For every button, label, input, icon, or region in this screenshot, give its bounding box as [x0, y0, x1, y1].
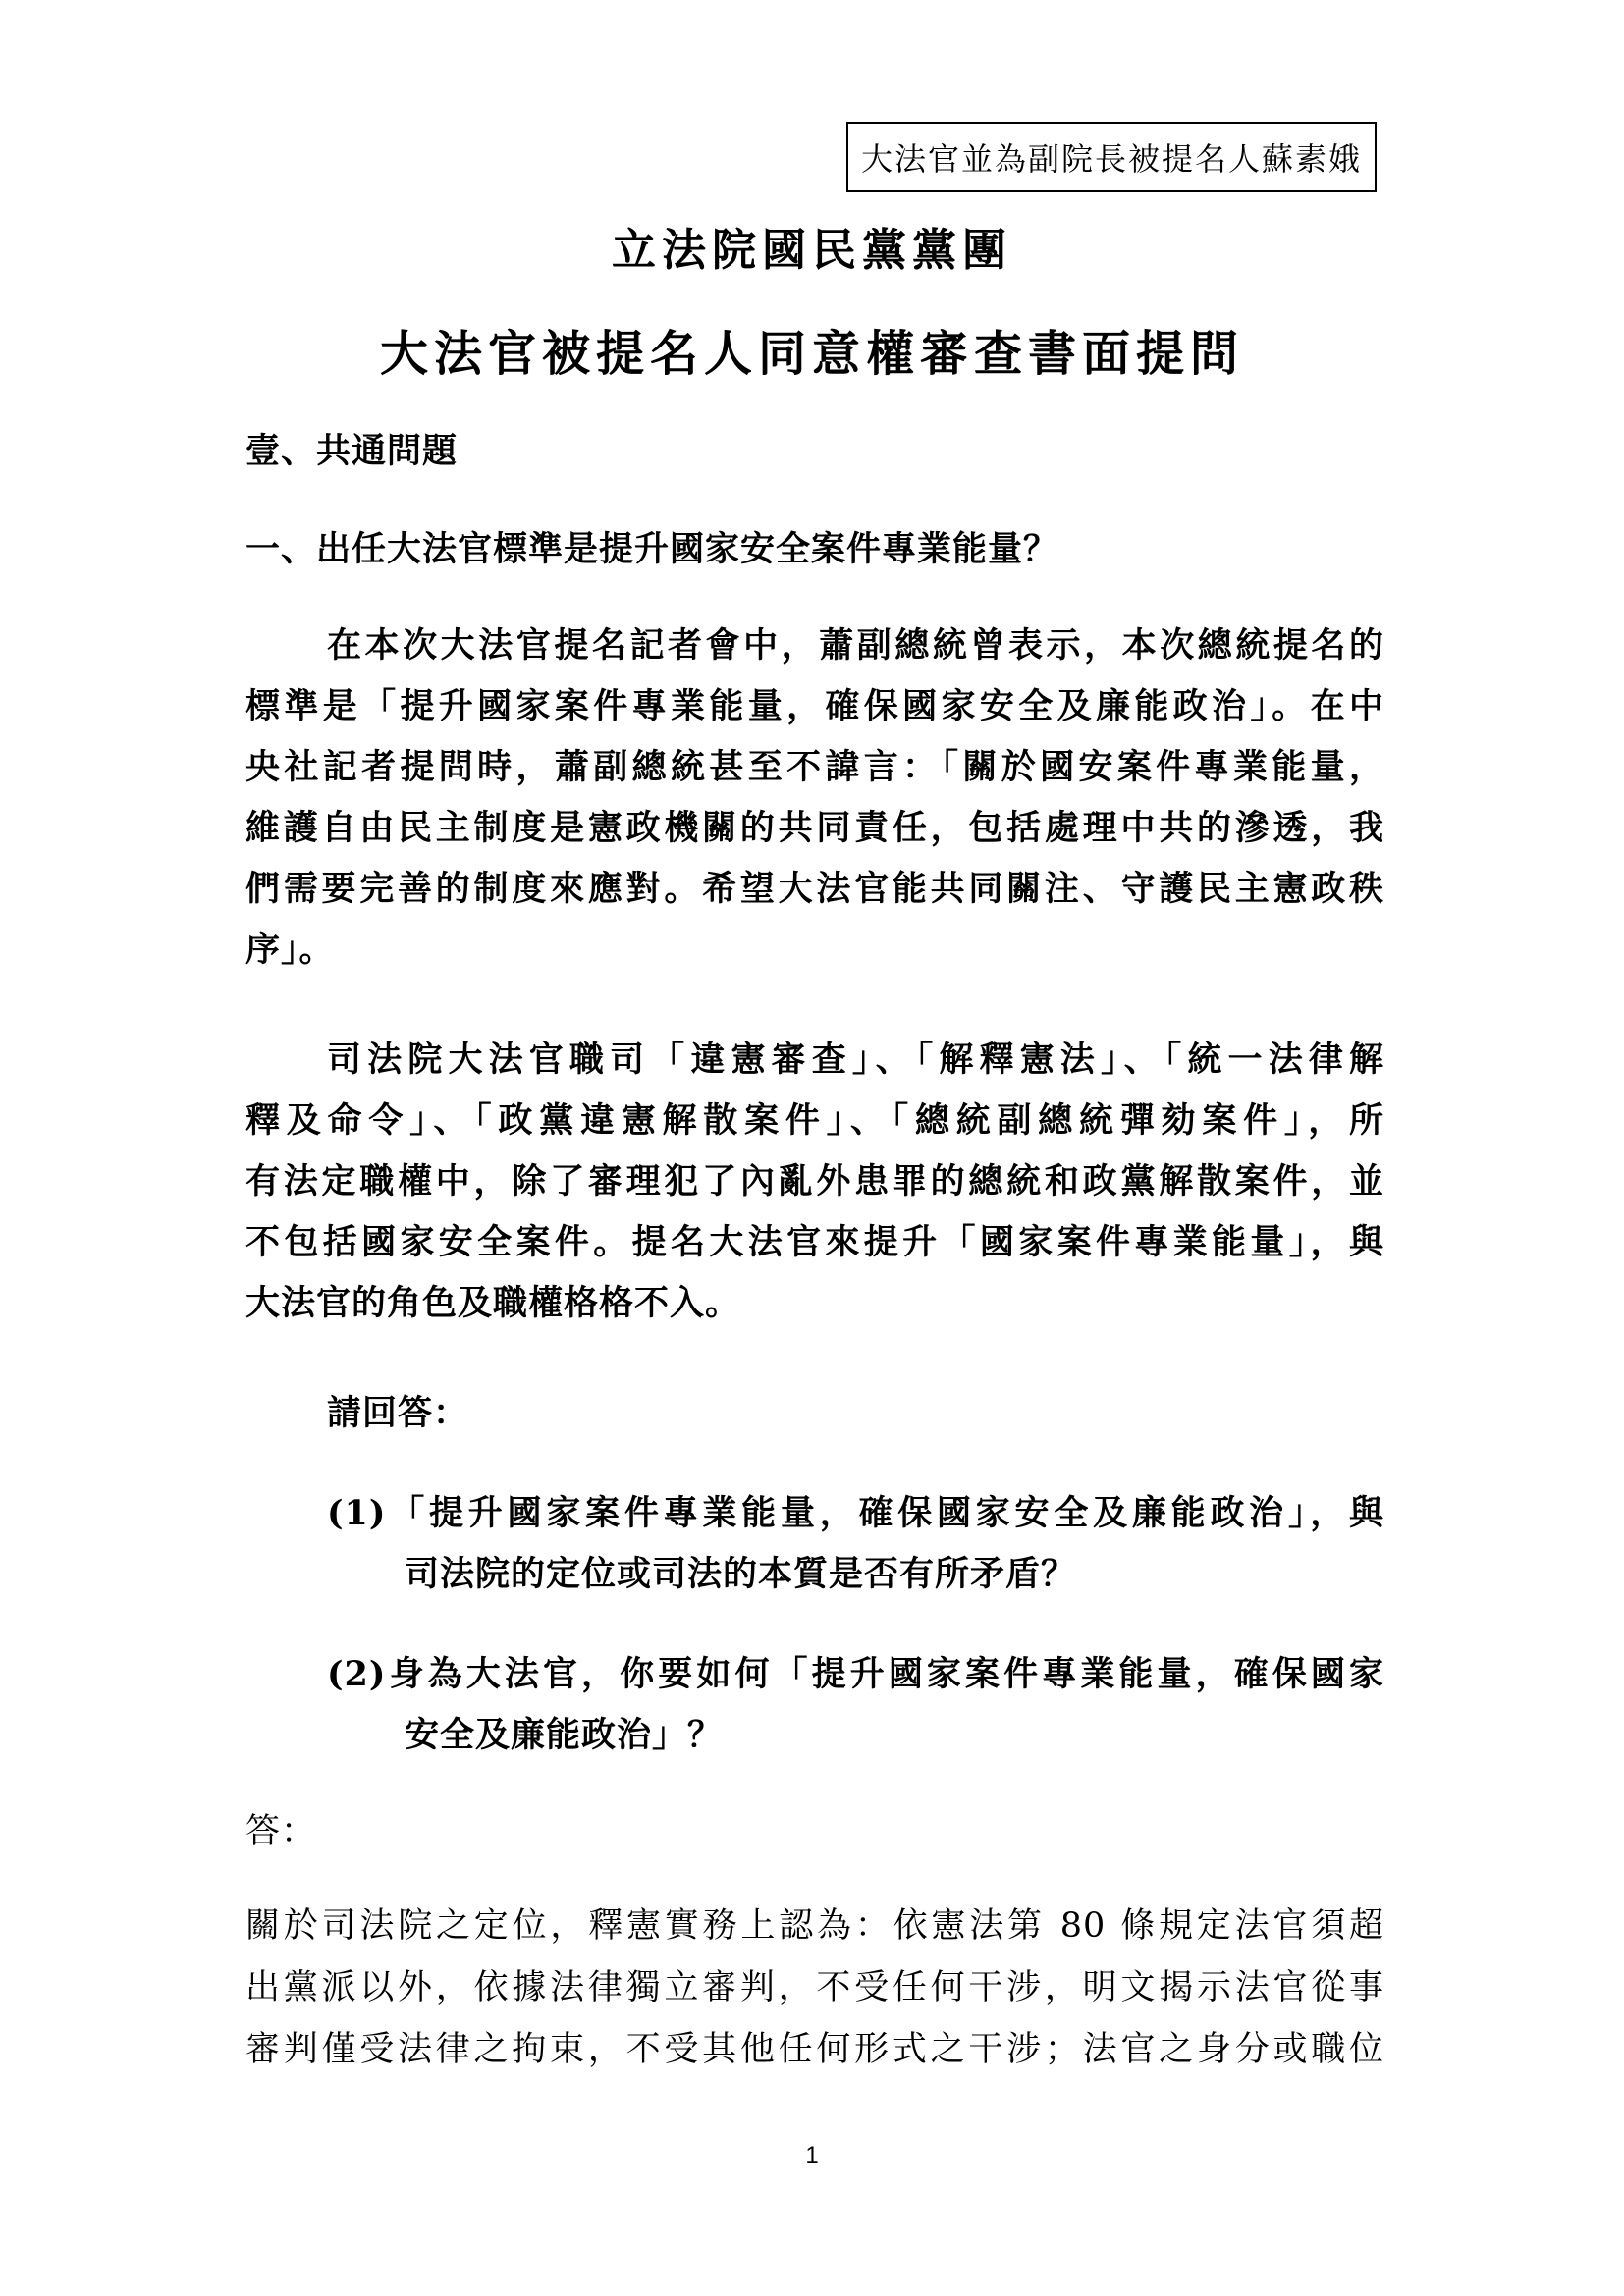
paragraph1-line: 們需要完善的制度來應對。希望大法官能共同關注、守護民主憲政秩: [245, 869, 1384, 909]
title-document: 大法官被提名人同意權審查書面提問: [379, 325, 1244, 382]
question-heading: 一、出任大法官標準是提升國家安全案件專業能量？: [245, 529, 1059, 569]
paragraph2-line: 釋及命令」、「政黨違憲解散案件」、「總統副總統彈劾案件」，所: [245, 1100, 1384, 1141]
sub-question-1-line1: (1)「提升國家案件專業能量，確保國家安全及廉能政治」，與: [327, 1493, 1384, 1533]
answer-label: 答：: [245, 1812, 317, 1851]
title-caucus: 立法院國民黨黨團: [611, 224, 1012, 276]
answer-line: 審判僅受法律之拘束，不受其他任何形式之干涉；法官之身分或職位: [245, 2030, 1384, 2069]
answer-line: 關於司法院之定位，釋憲實務上認為：依憲法第 80 條規定法官須超: [245, 1906, 1384, 1946]
nominee-label: 大法官並為副院長被提名人蘇素娥: [860, 140, 1362, 178]
please-answer-label: 請回答：: [327, 1393, 469, 1433]
paragraph1-line: 在本次大法官提名記者會中，蕭副總統曾表示，本次總統提名的: [327, 625, 1384, 666]
sub-question-2-line1: (2)身為大法官，你要如何「提升國家案件專業能量，確保國家: [327, 1654, 1384, 1694]
sub-question-2-line2: 安全及廉能政治」？: [405, 1715, 724, 1755]
paragraph1-line: 序」。: [245, 930, 335, 970]
answer-line: 出黨派以外，依據法律獨立審判，不受任何干涉，明文揭示法官從事: [245, 1968, 1384, 2007]
paragraph2-line: 司法院大法官職司「違憲審查」、「解釋憲法」、「統一法律解: [327, 1040, 1384, 1080]
paragraph1-line: 標準是「提升國家案件專業能量，確保國家安全及廉能政治」。在中: [245, 686, 1384, 726]
paragraph2-line: 不包括國家安全案件。提名大法官來提升「國家案件專業能量」，與: [245, 1222, 1384, 1262]
page-number: 1: [805, 2142, 819, 2168]
paragraph2-line: 大法官的角色及職權格格不入。: [245, 1283, 741, 1323]
section-heading: 壹、共通問題: [245, 431, 459, 471]
paragraph1-line: 維護自由民主制度是憲政機關的共同責任，包括處理中共的滲透，我: [245, 808, 1384, 848]
sub-question-1-line2: 司法院的定位或司法的本質是否有所矛盾？: [405, 1554, 1077, 1594]
nominee-label-box: [846, 122, 1377, 192]
paragraph2-line: 有法定職權中，除了審理犯了內亂外患罪的總統和政黨解散案件，並: [245, 1161, 1384, 1201]
paragraph1-line: 央社記者提問時，蕭副總統甚至不諱言：「關於國安案件專業能量，: [245, 747, 1384, 787]
